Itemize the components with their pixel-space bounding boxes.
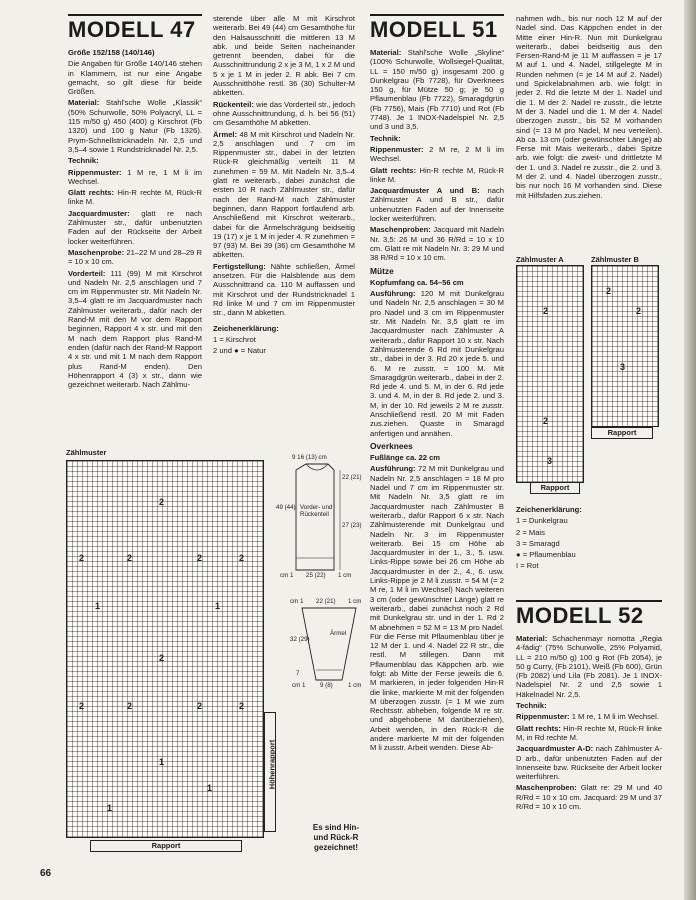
overknees-subheading: Fußlänge ca. 22 cm (370, 453, 441, 463)
body-top-label: 9 16 (13) cm (292, 454, 327, 461)
chart-a-grid (516, 265, 584, 483)
modell47-column-2 (213, 14, 355, 357)
m52-jacquard-text: nach Zählmuster A-D arb., dafür unbenutzten Faden auf der Innenseite bzw. Rückseite der Arbeit locker weiterführen. (516, 744, 662, 782)
jacquard-text: glatt re nach Zählmuster str., dafür unbenutzten Faden auf der Rückseite der Arbeit locker weiterführen. (68, 208, 202, 246)
sleeve-left-label: 32 (29) (290, 636, 310, 643)
m51-rippen-text: 2 M re, 2 M li im Wechsel. (370, 144, 504, 164)
sleeve-bottom-label: 9 (8) (320, 682, 333, 689)
modell47-chart-grid (66, 460, 264, 838)
modell51-column (370, 14, 504, 755)
maschenprobe-label: Maschenprobe: (68, 247, 125, 257)
m52-maschenprobe-text: Glatt re: 29 M und 40 R/Rd = 10 x 10 cm. Jacquard: 29 M und 37 R/Rd = 10 x 10 cm. (516, 783, 662, 812)
chart-motif-number: 2 (606, 286, 612, 296)
chart-motif-number: 1 (207, 783, 213, 793)
m52-jacquard-label: Jacquardmuster A-D: (516, 744, 594, 754)
sleeve-left-bottom-label: 7 (296, 670, 300, 677)
technik-label: Technik: (68, 156, 99, 166)
chart-motif-number: 3 (547, 456, 553, 466)
chart-motif-number: 2 (159, 497, 165, 507)
jacquard-label: Jacquardmuster: (68, 208, 130, 218)
m51-legend-item-5: I = Rot (516, 561, 539, 571)
glatt-label: Glatt rechts: (68, 188, 115, 198)
modell51-title: MODELL 51 (370, 14, 504, 42)
modell47-rapport-bar (90, 840, 242, 852)
m52-glatt-text: Hin-R rechte M, Rück-R linke M, in Rd rechte M. (516, 723, 662, 742)
body-schematic (276, 454, 370, 582)
chart-b-label: Zählmuster B (591, 255, 639, 264)
vorderteil-text: 111 (99) M mit Kirschrot und Nadeln Nr. 2,5 anschlagen und 7 cm im Rippenmuster str. Mit Nadeln Nr. 3,5–4 glatt re im Jacquardmuster nach Zählmuster weiterarb., dafür nach der Rand-M mit den M vor dem Rapport beginnen, Rapport 4 x str. und mit den M nach dem Rapport plus Rand-M enden (dafür nach der Rand-M Rapport 4 x str. und mit 1 M nach dem Rapport plus Rand-M enden). Den Höhenrapport 4 (3) x str., dann wie gezeichnet weiterarb. Nach Zählmu- (68, 268, 202, 390)
m51-material-label: Material: (370, 48, 402, 57)
overknees-ausfuehrung-label: Ausführung: (370, 464, 416, 474)
chart-motif-number: 2 (239, 701, 245, 711)
chart-motif-number: 2 (197, 553, 203, 563)
hoehenrapport-bar (264, 712, 276, 832)
m51-legend-item-1: 1 = Dunkelgrau (516, 516, 568, 526)
chart-motif-number: 2 (79, 553, 85, 563)
material-text: Stahl'sche Wolle „Klassik“ (50% Schurwolle, 50% Polyacryl, LL = 115 m/50 g) 450 (400) g Kirschrot (Fb 1320) und 100 g Natur (Fb 1326). Prym-Schnellstricknadeln Nr. 2,5 und 3,5–4 sowie 1 Rundstricknadel Nr. 2,5. (68, 98, 202, 154)
chart-motif-number: 2 (127, 701, 133, 711)
chart-motif-number: 2 (543, 416, 549, 426)
modell47-title: MODELL 47 (68, 14, 202, 42)
body-center-label: Vorder- und Rückenteil (300, 504, 333, 518)
maschenprobe-text: 21–22 M und 28–29 R = 10 x 10 cm. (68, 247, 202, 267)
chart-b-rapport-bar (591, 427, 653, 439)
aermel-label: Ärmel: (213, 129, 238, 139)
vorderteil-label: Vorderteil: (68, 268, 106, 278)
material-label: Material: (68, 98, 100, 108)
overknees-heading: Overknees (370, 440, 413, 451)
chart-motif-number: 1 (107, 803, 113, 813)
rapport-label: Rapport (151, 841, 181, 850)
m52-technik-label: Technik: (516, 701, 547, 711)
fertig-text: Nähte schließen, Ärmel ansetzen. Für die Halsblende aus dem Ausschnittrand ca. 110 M auffassen und mit Kirschrot und der Rundstricknadel 1 Rd linke M und 7 cm im Rippenmuster str., dann M abketten. (213, 261, 355, 318)
chart-motif-number: 1 (159, 757, 165, 767)
m52-rippen-text: 1 M re, 1 M li im Wechsel. (571, 712, 659, 722)
body-bottom-right-label: 1 cm (338, 572, 352, 579)
modell47-chart-title: Zählmuster (66, 448, 107, 457)
hoehenrapport-label: Höhenrapport (267, 739, 277, 790)
m51-legend-item-4: ● = Pflaumenblau (516, 550, 576, 560)
muetze-subheading: Kopfumfang ca. 54–56 cm (370, 277, 464, 287)
muetze-ausfuehrung-text: 120 M mit Dunkelgrau und Nadeln Nr. 2,5 anschlagen = 30 M pro Nadel und 3 cm im Rippenmuster str. Mit Nadeln Nr. 3,5 glatt re im Jacquardmuster nach Zählmuster A weiterarb., dafür Rapport 10 x str. Nach Zählmusterende 6 Rd mit Dunkelgrau str., dabei in der 3. Rd 20 x jede 5. und 6. M re zusstr. = 100 M. Mit Smaragdgrün weiterarb., dabei in der 2. Rd jede 4. und 5. M, in der 6. Rd jede 3. und 4. M, in der 8. Rd jede 2. und 3. M, in der 10. Rd jeweils 2 M re zusstr. Anschließend restl. 20 M mit Faden zus.ziehen. Quaste in Smaragd anfertigen und annähen. (370, 289, 504, 438)
sleeve-bottom-right-label: 1 cm (348, 682, 362, 689)
muetze-heading: Mütze (370, 265, 394, 276)
page-number: 66 (40, 868, 52, 879)
page-edge-shadow (684, 0, 696, 900)
m51-rippen-label: Rippenmuster: (370, 144, 424, 154)
m51-legend-item-2: 2 = Mais (516, 527, 545, 537)
sleeve-bottom-left-label: cm 1 (292, 682, 306, 689)
sleeve-top-label: 22 (21) (316, 598, 336, 605)
muetze-ausfuehrung-label: Ausführung: (370, 289, 416, 299)
chart-motif-number: 3 (620, 362, 626, 372)
overknees-continued-text: nahmen wdh., bis nur noch 12 M auf der Nadel sind. Das Käppchen endet in der Mitte einer Hin-R. Nun mit Dunkelgrau weiterarb., dabei beidseitig aus den Fersen-Rand-M je 11 M auffassen = je 17 M auf 1. und 4. Nadel, stillgelegte M in Runden nehmen (= je 14 M auf 2. Nadel) und Spickelabnahmen arb. wie folgt: in jeder 2. Rd die letzte M der 1. Nadel und die 1. M der 2. Nadel re zusstr., die letzte M der 3. Nadel und die 1. M der 4. Nadel überzogen zusstr., bis 52 M vorhanden sind (= 13 M pro Nadel, M neu verteilen). Ab ca. 13 cm (oder gewünschter Länge) ab Ferse mit Mais weiterarb., dabei Spitze arb. wie folgt: die zweit- und drittletzte M der 1. und 3. Nadel re zusstr., die 2. und 3. M der 2. und 4. Nadel überzogen zusstr., bis nur noch 16 M vorhanden sind. Diese mit Hilfsfaden zus.ziehen. (516, 14, 662, 200)
chart-motif-number: 1 (215, 601, 221, 611)
size-heading: Größe 152/158 (140/146) (68, 48, 155, 57)
sleeve-center-label: Ärmel (330, 630, 347, 637)
chart-b-rapport-label: Rapport (607, 428, 637, 437)
modell51-continued-column (516, 14, 662, 202)
m51-glatt-label: Glatt rechts: (370, 165, 417, 175)
chart-a-rapport-label: Rapport (540, 483, 570, 492)
chart-a-rapport-bar (530, 482, 580, 494)
sleeve-top-right-label: 1 cm (348, 598, 362, 605)
rows-note: Es sind Hin- und Rück-R gezeichnet! (312, 823, 360, 852)
sleeve-schematic (290, 596, 370, 692)
m51-technik-label: Technik: (370, 133, 401, 143)
m51-legend-item-3: 3 = Smaragd (516, 538, 560, 548)
sleeve-top-left-label: cm 1 (290, 598, 304, 605)
m52-glatt-label: Glatt rechts: (516, 723, 561, 733)
chart-a-label: Zählmuster A (516, 255, 564, 264)
modell47-legend (213, 324, 355, 356)
body-right-label-2: 27 (23) (342, 522, 362, 529)
chart-motif-number: 2 (197, 701, 203, 711)
m51-maschenprobe-label: Maschenproben: (370, 225, 431, 235)
body-bottom-label: 25 (22) (306, 572, 326, 579)
chart-motif-number: 2 (636, 306, 642, 316)
legend-title: Zeichenerklärung: (213, 323, 279, 333)
m51-jacquard-text: nach Zählmuster A und B str., dafür unbenutzten Faden auf der Innenseite locker weiterführen. (370, 186, 504, 224)
m52-rippen-label: Rippenmuster: (516, 712, 570, 722)
modell47-column-1 (68, 14, 202, 391)
fertig-label: Fertigstellung: (213, 261, 266, 271)
chart-motif-number: 2 (79, 701, 85, 711)
m52-maschenprobe-label: Maschenproben: (516, 783, 577, 793)
body-right-label-1: 22 (21) (342, 474, 362, 481)
aermel-text: 48 M mit Kirschrot und Nadeln Nr. 2,5 anschlagen und 7 cm im Rippenmuster str., dabei in der letzten Rück-R gleichmäßig verteilt 11 M zunehmen = 59 M. Mit Nadeln Nr. 3,5–4 glatt re weiterarb., dabei zunächst die ersten 10 R nach Zählmuster str., dafür nach der Rand-M nach Zählmuster beginnen, dann Rapport fortlaufend arb. Anschließend mit Kirschrot weiterarb., dabei für die Ärmelschrägung beidseitig 19 (17) x je 1 M in jeder 4. R zunehmen = 97 (93) M. Bei 39 (36) cm Gesamthöhe M abketten. (213, 129, 355, 260)
m52-material-label: Material: (516, 634, 548, 643)
legend-item-2: 2 und ● = Natur (213, 346, 266, 356)
rueckenteil-text: wie das Vorderteil str., jedoch ohne Ausschnittrundung, d. h. bei 56 (51) cm Gesamthöhe M abketten. (213, 99, 355, 128)
chart-motif-number: 2 (543, 306, 549, 316)
chart-b-grid (591, 265, 659, 427)
chart-motif-number: 2 (239, 553, 245, 563)
m51-glatt-text: Hin-R rechte M, Rück-R linke M. (370, 165, 504, 184)
overknees-ausfuehrung-text: 72 M mit Dunkelgrau und Nadeln Nr. 2,5 anschlagen = 18 M pro Nadel und 7 cm im Rippenmuster str. Mit Nadeln Nr. 3,5 glatt re im Jacquardmuster nach Zählmuster B weiterarb., dafür Rapport 6 x str. Nach Zählmusterende mit Dunkelgrau und Nadeln Nr. 3 im Rippenmuster weiterarb. Bei 15 cm Höhe ab Jacquardmuster in der 1., 3., 5. usw. Links-Rippe sowie bei 26 cm Höhe ab Jacquardmuster in der 2., 4., 6. usw. Links-Rippe je 2 M li zusstr. = 54 M (= 2 M re, 1 M li im Wechsel) Nach weiteren 3 cm (oder gewünschter Länge) glatt re weiterarb., dabei zunächst noch 2 Rd mit Dunkelgrau str. und in der 1. Rd 2 M abnehmen = 52 M = 13 M pro Nadel. Für die Ferse mit Pflaumenblau über je 12 M der 1. und 4. Nadel 22 R str., die restl. M stillegen. Dann mit Pflaumenblau das Käppchen arb. wie folgt: ab Mitte der Ferse jeweils die 6. M markieren, in jeder folgenden Hin-R die linke, markierte M mit der folgenden M überzogen zusstr. (= 1 M wie zum Rechtsstr. abheben, folgende M re str. und abgehobene M darüberziehen), Arbeit wenden, in den Rück-R die andere markierte M mit der folgenden M li zusstr. Arbeit wenden. Diese Ab- (370, 464, 504, 753)
glatt-text: Hin-R rechte M, Rück-R linke M. (68, 188, 202, 207)
body-bottom-left-label: cm 1 (280, 572, 294, 579)
m52-material-text: Schachenmayr nomotta „Regia 4-fädig“ (75% Schurwolle, 25% Polyamid, LL = 210 m/50 g) 100 g Rot (Fb 2054), je 50 g Curry, (Fb 2101), Weiß (Fb 600), Grün (Fb 2082) und Lila (Fb 2081). Je 1 INOX-Nadelspiel Nr. 2 und 2,5 sowie 1 Häkelnadel Nr. 2,5. (516, 634, 662, 699)
body-left-label: 49 (44) (276, 504, 296, 511)
modell51-legend (516, 505, 662, 573)
m51-legend-title: Zeichenerklärung: (516, 505, 582, 514)
modell52-title: MODELL 52 (516, 600, 662, 628)
chart-motif-number: 2 (127, 553, 133, 563)
size-text: Die Angaben für Größe 140/146 stehen in Klammern, ist nur eine Angabe gemacht, so gilt diese für beide Größen. (68, 59, 202, 97)
rippen-text: 1 M re, 1 M li im Wechsel. (68, 167, 202, 186)
m51-material-text: Stahl'sche Wolle „Skyline“ (100% Schurwolle, Wollsiegel-Qualität, LL = 150 m/50 g) insgesamt 200 g Dunkelgrau (Fb 7728), für Overknees 150 g, für Mütze 50 g; je 50 g Pflaumenblau (Fb 7722), Smaragdgrün (Fb 7756), Mais (Fb 7710) und Rot (Fb 7748). Je 1 INOX-Nadelspiel Nr. 2,5 und 3 und 3,5. (370, 48, 504, 132)
halsausschnitt-text: sterende über alle M mit Kirschrot weiterarb. Bei 49 (44) cm Gesamthöhe für den Halsausschnitt die mittleren 13 M abk. und beide Seiten nacheinander getrennt beenden, dabei für die Ausschnittrundung 2 x je 3 M, 1 x 2 M und 5 x je 1 M in jeder 2. R abk. Bei 7 cm Ausschnitthöhe restl. 36 (30) Schulter-M abketten. (213, 14, 355, 98)
chart-motif-number: 2 (159, 653, 165, 663)
sleeve-schematic-drawing (290, 596, 370, 692)
chart-motif-number: 1 (95, 601, 101, 611)
rueckenteil-label: Rückenteil: (213, 99, 254, 109)
modell52-section (516, 600, 662, 813)
m51-jacquard-label: Jacquardmuster A und B: (370, 186, 480, 196)
legend-item-1: 1 = Kirschrot (213, 334, 256, 344)
rippen-label: Rippenmuster: (68, 167, 122, 177)
m51-maschenprobe-text: Jacquard mit Nadeln Nr. 3,5: 26 M und 36 R/Rd = 10 x 10 cm. Glatt re mit Nadeln Nr. 3: 29 M und 38 R/Rd = 10 x 10 cm. (370, 225, 504, 263)
